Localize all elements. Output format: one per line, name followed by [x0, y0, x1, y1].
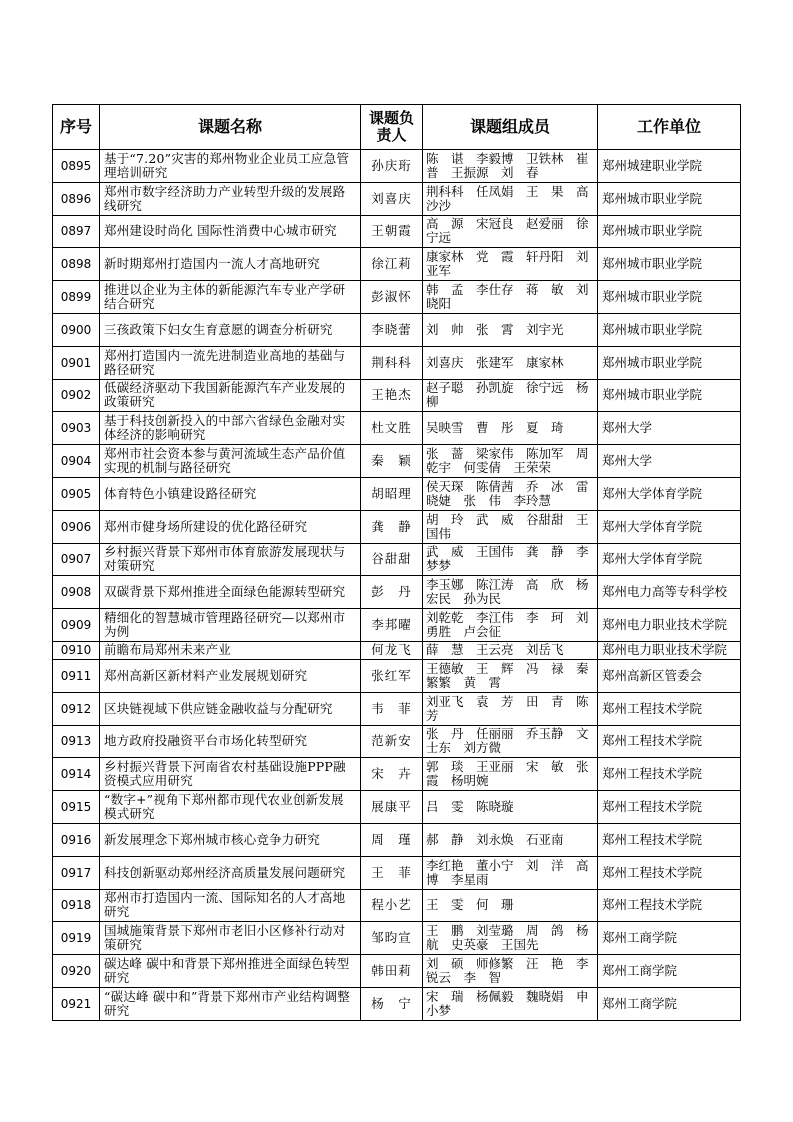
project-name: 基于科技创新投入的中部六省绿色金融对实体经济的影响研究: [100, 412, 361, 445]
project-members: 刘乾乾 李江伟 李 珂 刘勇胜 卢会征: [423, 609, 598, 642]
row-number: 0906: [53, 510, 100, 543]
table-row: [53, 412, 741, 445]
project-name: 低碳经济驱动下我国新能源汽车产业发展的政策研究: [100, 379, 361, 412]
project-members: 韩 孟 李仕存 蒋 敏 刘晓阳: [423, 281, 598, 314]
project-name: 国城施策背景下郑州市老旧小区修补行动对策研究: [100, 922, 361, 955]
table-row: [53, 281, 741, 314]
project-name: 郑州市数字经济助力产业转型升级的发展路线研究: [100, 182, 361, 215]
project-lead: 王艳杰: [361, 379, 423, 412]
table-row: [53, 346, 741, 379]
work-unit: 郑州城市职业学院: [598, 379, 741, 412]
work-unit: 郑州工程技术学院: [598, 725, 741, 758]
table-row: [53, 248, 741, 281]
row-number: 0895: [53, 150, 100, 183]
project-name: “数字+”视角下郑州都市现代农业创新发展模式研究: [100, 791, 361, 824]
project-members: 陈 谌 李毅博 卫铁林 崔 普 王振源 刘 春: [423, 150, 598, 183]
project-name: 郑州市打造国内一流、国际知名的人才高地研究: [100, 889, 361, 922]
row-number: 0914: [53, 758, 100, 791]
project-lead: 胡昭理: [361, 477, 423, 510]
project-members: 张 蔷 梁家伟 陈加军 周乾宇 何雯倩 王荣荣: [423, 445, 598, 478]
project-name: 碳达峰 碳中和背景下郑州推进全面绿色转型研究: [100, 955, 361, 988]
project-lead: 展康平: [361, 791, 423, 824]
work-unit: 郑州大学体育学院: [598, 510, 741, 543]
project-name: “碳达峰 碳中和”背景下郑州市产业结构调整研究: [100, 987, 361, 1020]
table-row: [53, 609, 741, 642]
project-table: [52, 104, 741, 1021]
row-number: 0919: [53, 922, 100, 955]
project-lead: 徐江莉: [361, 248, 423, 281]
project-members: 赵子聪 孙凯旋 徐宁远 杨 柳: [423, 379, 598, 412]
table-row: [53, 725, 741, 758]
project-members: 高 源 宋冠良 赵爱丽 徐宁远: [423, 215, 598, 248]
project-name: 推进以企业为主体的新能源汽车专业产学研结合研究: [100, 281, 361, 314]
project-lead: 程小艺: [361, 889, 423, 922]
work-unit: 郑州城市职业学院: [598, 215, 741, 248]
row-number: 0912: [53, 692, 100, 725]
work-unit: 郑州城市职业学院: [598, 281, 741, 314]
table-row: [53, 543, 741, 576]
project-members: 胡 玲 武 威 谷甜甜 王国伟: [423, 510, 598, 543]
table-row: [53, 182, 741, 215]
project-name: 郑州建设时尚化 国际性消费中心城市研究: [100, 215, 361, 248]
project-name: 精细化的智慧城市管理路径研究—以郑州市为例: [100, 609, 361, 642]
row-number: 0921: [53, 987, 100, 1020]
table-row: [53, 313, 741, 346]
project-name: 科技创新驱动郑州经济高质量发展问题研究: [100, 856, 361, 889]
project-name: 乡村振兴背景下郑州市体育旅游发展现状与对策研究: [100, 543, 361, 576]
project-members: 康家林 党 霞 轩丹阳 刘亚军: [423, 248, 598, 281]
project-name: 地方政府投融资平台市场化转型研究: [100, 725, 361, 758]
row-number: 0903: [53, 412, 100, 445]
project-members: 刘 硕 师修繁 汪 艳 李锐云 李 智: [423, 955, 598, 988]
row-number: 0905: [53, 477, 100, 510]
project-lead: 杨 宁: [361, 987, 423, 1020]
project-members: 吴映雪 曹 彤 夏 琦: [423, 412, 598, 445]
project-lead: 谷甜甜: [361, 543, 423, 576]
work-unit: 郑州工程技术学院: [598, 823, 741, 856]
work-unit: 郑州工商学院: [598, 922, 741, 955]
project-lead: 宋 卉: [361, 758, 423, 791]
project-lead: 李晓蕾: [361, 313, 423, 346]
project-name: 新时期郑州打造国内一流人才高地研究: [100, 248, 361, 281]
table-row: [53, 659, 741, 692]
project-name: 郑州市社会资本参与黄河流域生态产品价值实现的机制与路径研究: [100, 445, 361, 478]
project-members: 郝 静 刘永焕 石亚南: [423, 823, 598, 856]
project-lead: 王朝霞: [361, 215, 423, 248]
work-unit: 郑州工程技术学院: [598, 791, 741, 824]
project-name: 乡村振兴背景下河南省农村基础设施PPP融资模式应用研究: [100, 758, 361, 791]
work-unit: 郑州工程技术学院: [598, 692, 741, 725]
work-unit: 郑州工商学院: [598, 955, 741, 988]
work-unit: 郑州高新区管委会: [598, 659, 741, 692]
row-number: 0908: [53, 576, 100, 609]
project-lead: 张红军: [361, 659, 423, 692]
work-unit: 郑州城市职业学院: [598, 182, 741, 215]
header-lead: 课题负责人: [361, 105, 423, 150]
table-row: [53, 955, 741, 988]
work-unit: 郑州城建职业学院: [598, 150, 741, 183]
work-unit: 郑州工程技术学院: [598, 758, 741, 791]
project-lead: 王 菲: [361, 856, 423, 889]
work-unit: 郑州大学: [598, 445, 741, 478]
table-row: [53, 379, 741, 412]
project-members: 刘亚飞 袁 芳 田 青 陈 芳: [423, 692, 598, 725]
project-lead: 杜文胜: [361, 412, 423, 445]
row-number: 0900: [53, 313, 100, 346]
project-name: 前瞻布局郑州未来产业: [100, 641, 361, 659]
project-members: 李红艳 董小宁 刘 洋 高 博 李星雨: [423, 856, 598, 889]
project-members: 王 鹏 刘莹璐 周 鸽 杨 航 史英豪 王国先: [423, 922, 598, 955]
project-lead: 秦 颖: [361, 445, 423, 478]
work-unit: 郑州工程技术学院: [598, 889, 741, 922]
table-row: [53, 510, 741, 543]
project-lead: 彭 丹: [361, 576, 423, 609]
project-members: 郭 琰 王亚丽 宋 敏 张 霞 杨明婉: [423, 758, 598, 791]
row-number: 0902: [53, 379, 100, 412]
table-row: [53, 477, 741, 510]
project-members: 李玉娜 陈江涛 高 欣 杨宏民 孙为民: [423, 576, 598, 609]
table-row: [53, 576, 741, 609]
row-number: 0920: [53, 955, 100, 988]
table-row: [53, 150, 741, 183]
project-lead: 荆科科: [361, 346, 423, 379]
project-members: 刘 帅 张 霄 刘宇光: [423, 313, 598, 346]
row-number: 0899: [53, 281, 100, 314]
table-row: [53, 922, 741, 955]
header-unit: 工作单位: [598, 105, 741, 150]
project-members: 荆科科 任凤娟 王 果 高沙沙: [423, 182, 598, 215]
row-number: 0896: [53, 182, 100, 215]
header-members: 课题组成员: [423, 105, 598, 150]
project-table-page: [52, 104, 740, 1021]
project-lead: 李邦曜: [361, 609, 423, 642]
project-members: 张 丹 任丽丽 乔玉静 文士东 刘方微: [423, 725, 598, 758]
row-number: 0898: [53, 248, 100, 281]
project-name: 郑州高新区新材料产业发展规划研究: [100, 659, 361, 692]
project-name: 郑州市健身场所建设的优化路径研究: [100, 510, 361, 543]
header-no: 序号: [53, 105, 100, 150]
table-row: [53, 823, 741, 856]
project-lead: 范新安: [361, 725, 423, 758]
project-lead: 何龙飞: [361, 641, 423, 659]
row-number: 0909: [53, 609, 100, 642]
row-number: 0901: [53, 346, 100, 379]
project-name: 体育特色小镇建设路径研究: [100, 477, 361, 510]
work-unit: 郑州城市职业学院: [598, 313, 741, 346]
work-unit: 郑州电力职业技术学院: [598, 609, 741, 642]
table-header-row: [53, 105, 741, 150]
row-number: 0907: [53, 543, 100, 576]
row-number: 0910: [53, 641, 100, 659]
work-unit: 郑州城市职业学院: [598, 346, 741, 379]
row-number: 0916: [53, 823, 100, 856]
project-members: 武 威 王国伟 龚 静 李梦梦: [423, 543, 598, 576]
project-members: 吕 雯 陈晓璇: [423, 791, 598, 824]
project-lead: 邹昀宣: [361, 922, 423, 955]
work-unit: 郑州城市职业学院: [598, 248, 741, 281]
table-body: [53, 150, 741, 1021]
project-name: 新发展理念下郑州城市核心竞争力研究: [100, 823, 361, 856]
project-name: 郑州打造国内一流先进制造业高地的基础与路径研究: [100, 346, 361, 379]
project-lead: 刘喜庆: [361, 182, 423, 215]
row-number: 0911: [53, 659, 100, 692]
row-number: 0917: [53, 856, 100, 889]
header-name: 课题名称: [100, 105, 361, 150]
row-number: 0897: [53, 215, 100, 248]
work-unit: 郑州工商学院: [598, 987, 741, 1020]
row-number: 0918: [53, 889, 100, 922]
table-row: [53, 889, 741, 922]
project-lead: 韦 菲: [361, 692, 423, 725]
work-unit: 郑州电力高等专科学校: [598, 576, 741, 609]
project-members: 薛 慧 王云亮 刘岳飞: [423, 641, 598, 659]
table-row: [53, 445, 741, 478]
project-name: 三孩政策下妇女生育意愿的调查分析研究: [100, 313, 361, 346]
project-members: 侯天琛 陈倩茜 乔 冰 雷晓婕 张 伟 李玲慧: [423, 477, 598, 510]
project-name: 双碳背景下郑州推进全面绿色能源转型研究: [100, 576, 361, 609]
table-row: [53, 215, 741, 248]
project-members: 刘喜庆 张建军 康家林: [423, 346, 598, 379]
project-lead: 周 瑾: [361, 823, 423, 856]
table-row: [53, 758, 741, 791]
table-row: [53, 987, 741, 1020]
project-lead: 韩田莉: [361, 955, 423, 988]
row-number: 0904: [53, 445, 100, 478]
work-unit: 郑州工程技术学院: [598, 856, 741, 889]
project-members: 宋 瑞 杨佩毅 魏晓娟 申小梦: [423, 987, 598, 1020]
table-row: [53, 856, 741, 889]
project-name: 基于“7.20”灾害的郑州物业企业员工应急管理培训研究: [100, 150, 361, 183]
project-lead: 孙庆珩: [361, 150, 423, 183]
work-unit: 郑州大学体育学院: [598, 543, 741, 576]
project-lead: 龚 静: [361, 510, 423, 543]
table-row: [53, 692, 741, 725]
table-row: [53, 791, 741, 824]
work-unit: 郑州大学: [598, 412, 741, 445]
project-lead: 彭淑怀: [361, 281, 423, 314]
row-number: 0913: [53, 725, 100, 758]
project-name: 区块链视域下供应链金融收益与分配研究: [100, 692, 361, 725]
project-members: 王德敏 王 辉 冯 禄 秦繁繁 黄 霄: [423, 659, 598, 692]
work-unit: 郑州大学体育学院: [598, 477, 741, 510]
work-unit: 郑州电力职业技术学院: [598, 641, 741, 659]
table-row: [53, 641, 741, 659]
row-number: 0915: [53, 791, 100, 824]
project-members: 王 雯 何 珊: [423, 889, 598, 922]
